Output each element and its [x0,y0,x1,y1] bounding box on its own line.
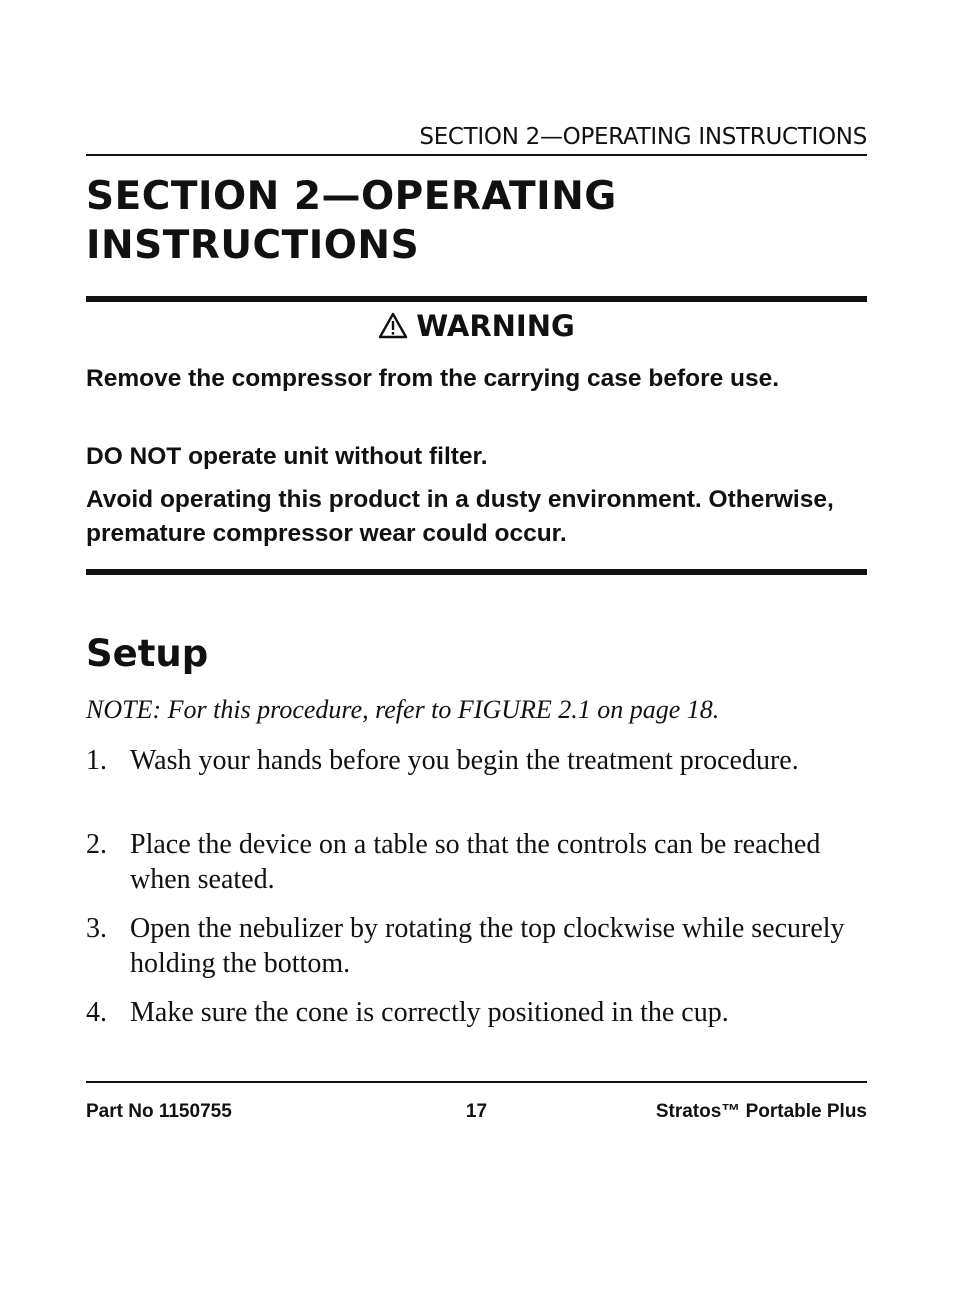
warning-text-2: DO NOT operate unit without filter. [86,443,488,470]
step-number: 3. [86,913,107,944]
step-text: Place the device on a table so that the controls can be reached when seated. [130,829,821,895]
footer-page-number: 17 [465,1101,488,1122]
document-page [86,0,867,1301]
warning-triangle-icon [378,312,408,339]
step-number: 1. [86,745,107,776]
page-footer [86,1101,867,1127]
section-title-line2: INSTRUCTIONS [86,223,420,268]
footer-rule [86,1081,867,1083]
step-number: 4. [86,997,107,1028]
setup-note: NOTE: For this procedure, refer to FIGURE 2.1 on page 18. [86,695,720,724]
warning-text-1: Remove the compressor from the carrying case before use. [86,365,780,392]
footer-part-number: Part No 1150755 [86,1101,232,1122]
step-text: Wash your hands before you begin the treatment procedure. [130,745,799,776]
step-text: Open the nebulizer by rotating the top clockwise while securely holding the bottom. [130,913,845,979]
step-text: Make sure the cone is correctly positioned in the cup. [130,997,729,1028]
warning-top-rule [86,296,867,302]
section-title-line1: SECTION 2—OPERATING [86,174,617,219]
setup-heading: Setup [86,632,209,675]
warning-bottom-rule [86,569,867,575]
section-title [86,172,867,270]
warning-heading [86,309,867,343]
footer-product-name: Stratos™ Portable Plus [655,1101,867,1122]
warning-text-3: Avoid operating this product in a dusty environment. Otherwise, premature compressor wear could occur. [86,486,834,547]
header-rule [86,154,867,156]
running-header: SECTION 2—OPERATING INSTRUCTIONS [419,124,867,150]
warning-label: WARNING [416,309,575,343]
step-number: 2. [86,829,107,860]
